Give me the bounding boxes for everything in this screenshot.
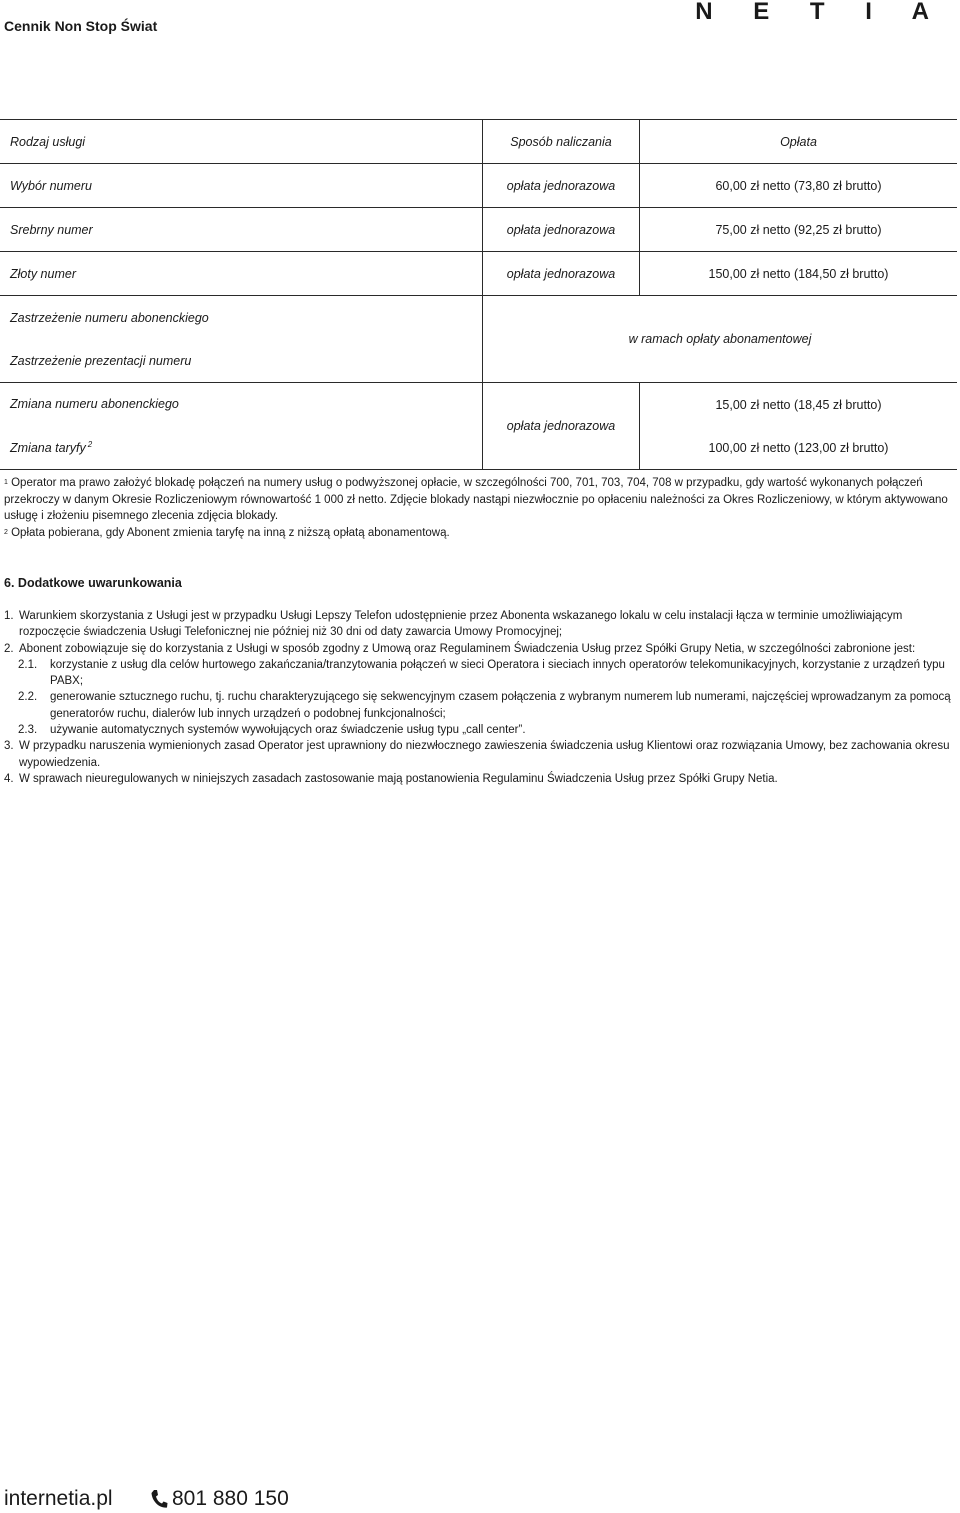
subscription-note-cell: w ramach opłaty abonamentowej (482, 296, 957, 382)
item-text: korzystanie z usług dla celów hurtowego zakańczania/tranzytowania połączeń w sieci Operatora i sieciach innych operatorów telekomunikacyjnych, korzystanie z urządzeń typu PABX; (50, 658, 945, 688)
list-item (4, 641, 954, 657)
website-link[interactable]: internetia.pl (4, 1487, 113, 1510)
footnote-ref: 2 (87, 439, 93, 449)
item-text: Abonent zobowiązuje się do korzystania z Usługi w sposób zgodny z Umową oraz Regulaminem Świadczenia Usług przez Spółki Grupy Netia, w szczególności zabronione jest: (19, 642, 916, 655)
column-header-fee: Opłata (639, 120, 957, 163)
footnote (4, 475, 952, 525)
table-header-row (0, 119, 957, 164)
table-row-group (0, 383, 957, 470)
netia-logo: N E T I A (695, 0, 946, 25)
item-text: W sprawach nieuregulowanych w niniejszych zasadach zastosowanie mają postanowienia Regulaminu Świadczenia Usług przez Spółki Grupy Netia. (19, 772, 778, 785)
sub-list-item (4, 657, 954, 690)
item-number: 2.3. (18, 724, 38, 737)
column-header-service: Rodzaj usługi (10, 134, 86, 149)
item-text: używanie automatycznych systemów wywołujących oraz świadczenie usług typu „call center”. (50, 724, 526, 737)
list-item (4, 608, 954, 641)
service-cell (10, 296, 470, 382)
sub-list-item (4, 722, 954, 738)
list-item (4, 738, 954, 771)
service-label: Zastrzeżenie numeru abonenckiego (10, 310, 209, 325)
service-cell: Złoty numer (10, 266, 76, 281)
footnotes (4, 475, 952, 541)
phone-icon (150, 1489, 168, 1509)
footnote-text: Opłata pobierana, gdy Abonent zmienia taryfę na inną z niższą opłatą abonamentową. (11, 526, 450, 539)
list-item (4, 771, 954, 787)
column-header-method: Sposób naliczania (482, 120, 639, 163)
table-row (0, 164, 957, 208)
method-cell: opłata jednorazowa (482, 383, 639, 469)
service-label (10, 440, 179, 455)
item-text: W przypadku naruszenia wymienionych zasad Operator jest uprawniony do niezwłocznego zawieszenia świadczenia usług Klientowi oraz rozwiązania Umowy, bez zachowania okresu wypowiedzenia. (19, 740, 950, 769)
phone-number: 801 880 150 (172, 1487, 289, 1510)
footnote (4, 525, 952, 542)
item-number: 2.1. (18, 658, 38, 671)
table-row-group (0, 296, 957, 383)
item-number: 2. (4, 642, 14, 655)
service-label: Zmiana numeru abonenckiego (10, 397, 179, 412)
footnote-mark: 1 (4, 479, 8, 486)
item-text: generowanie sztucznego ruchu, tj. ruchu charakteryzującego się sekwencyjnym czasem połączenia z wybranym numerem lub numerami, najczęściej wprowadzanym za pomocą generatorów ruchu, dialerów lub innych urządzeń o podobnej funkcjonalności; (50, 691, 951, 720)
phone-contact[interactable] (150, 1487, 289, 1511)
service-cell (10, 383, 470, 469)
service-label-text: Zmiana taryfy (10, 440, 86, 455)
document-title: Cennik Non Stop Świat (4, 18, 158, 34)
method-cell: opłata jednorazowa (482, 208, 639, 251)
fee-label: 15,00 zł netto (18,45 zł brutto) (715, 397, 882, 412)
price-table (0, 119, 957, 470)
fee-cell: 150,00 zł netto (184,50 zł brutto) (639, 252, 957, 295)
item-text: Warunkiem skorzystania z Usługi jest w przypadku Usługi Lepszy Telefon udostępnienie przez Abonenta wskazanego lokalu w celu instalacji łącza w terminie umożliwiającym rozpoczęcie świadczenia Usługi Telefonicznej nie później niż 30 dni od daty zawarcia Umowy Promocyjnej; (19, 610, 903, 639)
item-number: 1. (4, 610, 14, 622)
item-number: 3. (4, 740, 14, 753)
footnote-text: Operator ma prawo założyć blokadę połączeń na numery usług o podwyższonej opłacie, w szczególności 700, 701, 703, 704, 708 w przypadku, gdy wartość wykonanych połączeń przekroczy w danym Okresie Rozliczeniowym równowartość 1 000 zł netto. Zdjęcie blokady nastąpi niezwłocznie po opłaceniu należności za Okres Rozliczeniowy, w którym aktywowano usługę i złożeniu pisemnego zlecenia zdjęcia blokady. (4, 477, 948, 522)
section-title: Dodatkowe uwarunkowania (17, 576, 182, 590)
conditions-list (4, 608, 954, 787)
service-cell: Wybór numeru (10, 178, 92, 193)
sub-list-item (4, 689, 954, 722)
table-row (0, 252, 957, 296)
method-cell: opłata jednorazowa (482, 252, 639, 295)
item-number: 4. (4, 772, 14, 785)
fee-label: 100,00 zł netto (123,00 zł brutto) (708, 440, 889, 455)
section-number: 6. (4, 576, 15, 590)
fee-cell: 60,00 zł netto (73,80 zł brutto) (639, 164, 957, 207)
service-label: Zastrzeżenie prezentacji numeru (10, 353, 192, 368)
table-row (0, 208, 957, 252)
item-number: 2.2. (18, 691, 38, 704)
fee-cell (639, 383, 957, 469)
service-cell: Srebrny numer (10, 222, 93, 237)
footnote-mark: 2 (4, 528, 8, 536)
section-heading (4, 576, 182, 590)
method-cell: opłata jednorazowa (482, 164, 639, 207)
fee-cell: 75,00 zł netto (92,25 zł brutto) (639, 208, 957, 251)
